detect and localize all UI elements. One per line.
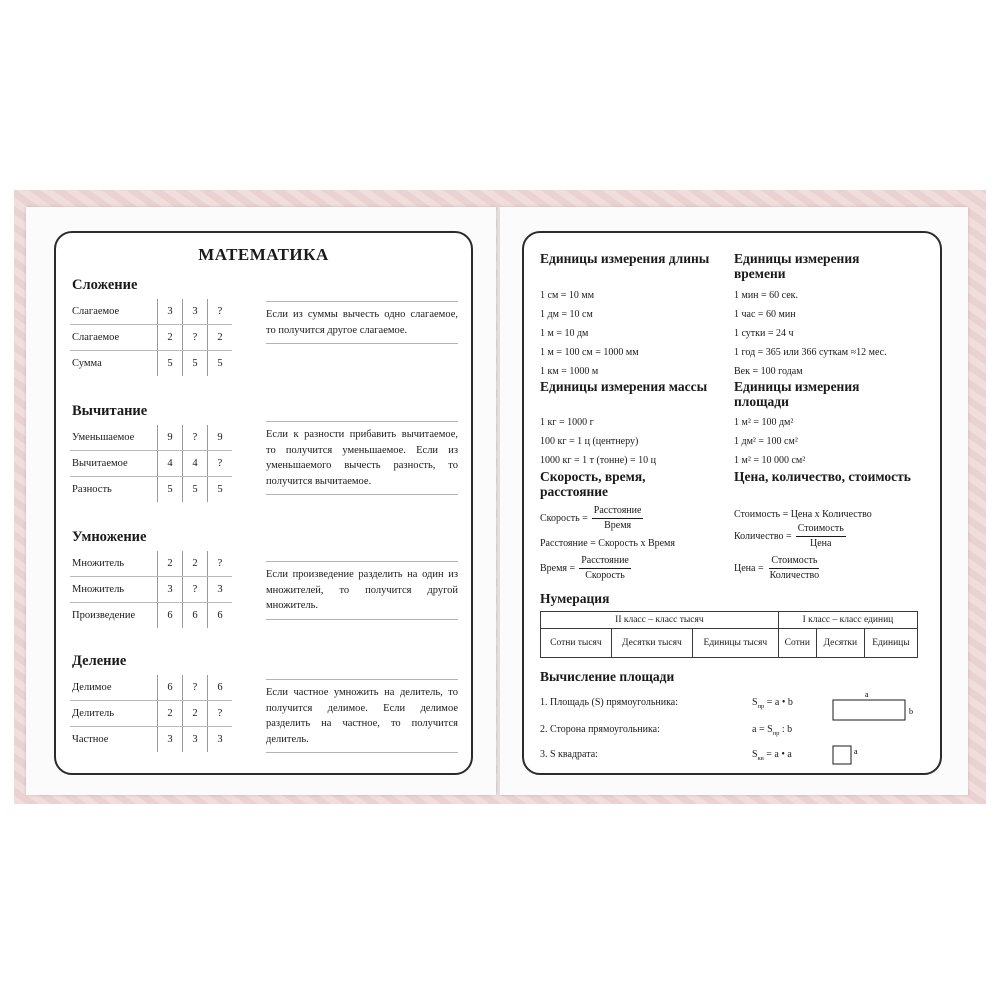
table-row: Слагаемое 3 3 ?: [70, 299, 232, 325]
side-rect-formula: $a = S_{пр}$ : b: [752, 724, 793, 737]
table-row: Частное 3 3 3: [70, 727, 232, 753]
heading-area-units: Единицы измерения площади: [734, 379, 860, 409]
division-rule: Если частное умножить на делитель, то получится делимое. Если делимое разделить на частное, то получится делитель.: [266, 679, 458, 753]
section-title-subtraction: Вычитание: [72, 403, 148, 419]
heading-length-units: Единицы измерения длины: [540, 251, 710, 266]
table-row: Множитель 2 2 ?: [70, 551, 232, 577]
subtraction-rule: Если к разности прибавить вычитаемое, то получится уменьшаемое. Если из уменьшаемого вычесть разность, то получится вычитаемое.: [266, 421, 458, 495]
length-line: 1 км = 1000 м: [540, 366, 599, 377]
table-row: Делитель 2 2 ?: [70, 701, 232, 727]
time-line: 1 год = 365 или 366 суткам ≈12 мес.: [734, 347, 887, 358]
formula-speed: Скорость = $\frac{\text{Расстояние}}{\text{Время}}$: [540, 505, 642, 531]
length-line: 1 м = 100 см = 1000 мм: [540, 347, 639, 358]
rect-side-b-label: b: [909, 707, 913, 716]
mass-line: 1 кг = 1000 г: [540, 417, 594, 428]
table-cell: Единицы: [864, 629, 917, 658]
heading-numeration: Нумерация: [540, 591, 610, 606]
rectangle-shape: [833, 700, 905, 720]
reference-frame: [522, 231, 942, 775]
section-title-addition: Сложение: [72, 277, 138, 293]
formula-time: Время = $\frac{\text{Расстояние}}{\text{Скорость}}$: [540, 555, 629, 581]
table-row: Слагаемое 2 ? 2: [70, 325, 232, 351]
area-unit-line: 1 дм² = 100 см²: [734, 436, 798, 447]
table-cell: Десятки тысяч: [611, 629, 692, 658]
table-row: Множитель 3 ? 3: [70, 577, 232, 603]
time-line: 1 мин = 60 сек.: [734, 290, 799, 301]
subtraction-table: [70, 425, 232, 502]
right-page: [500, 207, 968, 795]
time-line: 1 час = 60 мин: [734, 309, 796, 320]
rectangle-square-diagram: [829, 688, 929, 768]
formula-price: Цена = $\frac{\text{Стоимость}}{\text{Количество}}$: [734, 555, 820, 581]
table-row: Разность 5 5 5: [70, 477, 232, 503]
thousands-class-header: II класс – класс тысяч: [541, 612, 779, 629]
table-row: Делимое 6 ? 6: [70, 675, 232, 701]
left-page: [26, 207, 496, 795]
area-unit-line: 1 м² = 10 000 см²: [734, 455, 806, 466]
table-cell: Десятки: [816, 629, 864, 658]
addition-rule: Если из суммы вычесть одно слагаемое, то получится другое слагаемое.: [266, 301, 458, 344]
units-class-header: I класс – класс единиц: [778, 612, 917, 629]
area-square-label: 3. S квадрата:: [540, 749, 598, 760]
table-row: Уменьшаемое 9 ? 9: [70, 425, 232, 451]
formula-quantity: Количество = $\frac{\text{Стоимость}}{\text{Цена}}$: [734, 523, 844, 549]
area-unit-line: 1 м² = 100 дм²: [734, 417, 794, 428]
heading-speed-time-distance: Скорость, время, расстояние: [540, 469, 646, 499]
mass-line: 100 кг = 1 ц (центнеру): [540, 436, 639, 447]
table-cell: Сотни тысяч: [541, 629, 612, 658]
section-title-division: Деление: [72, 653, 127, 669]
length-line: 1 см = 10 мм: [540, 290, 595, 301]
area-square-formula: $S_{кв} = a$ • a: [752, 749, 792, 762]
page-title: МАТЕМАТИКА: [198, 245, 329, 264]
division-table: [70, 675, 232, 752]
formula-cost: Стоимость = Цена х Количество: [734, 509, 872, 520]
multiplication-rule: Если произведение разделить на один из множителей, то получится другой множитель.: [266, 561, 458, 620]
math-frame: [54, 231, 473, 775]
table-row: Вычитаемое 4 4 ?: [70, 451, 232, 477]
table-row: Произведение 6 6 6: [70, 603, 232, 629]
heading-area-calculation: Вычисление площади: [540, 669, 675, 684]
table-cell: Единицы тысяч: [692, 629, 778, 658]
mass-line: 1000 кг = 1 т (тонне) = 10 ц: [540, 455, 657, 466]
heading-mass-units: Единицы измерения массы: [540, 379, 708, 394]
heading-time-units: Единицы измерения времени: [734, 251, 860, 281]
rect-side-a-label: a: [865, 690, 869, 699]
numeration-table: [540, 611, 918, 658]
time-line: 1 сутки = 24 ч: [734, 328, 794, 339]
section-title-multiplication: Умножение: [72, 529, 147, 545]
length-line: 1 м = 10 дм: [540, 328, 589, 339]
time-line: Век = 100 годам: [734, 366, 803, 377]
square-side-a-label: a: [854, 747, 858, 756]
area-rect-formula: $S_{пр} = a$ • b: [752, 697, 793, 710]
table-row: Сумма 5 5 5: [70, 351, 232, 377]
side-rect-label: 2. Сторона прямоугольника:: [540, 724, 660, 735]
square-shape: [833, 746, 851, 764]
formula-distance: Расстояние = Скорость х Время: [540, 538, 675, 549]
length-line: 1 дм = 10 см: [540, 309, 593, 320]
area-rect-label: 1. Площадь (S) прямоугольника:: [540, 697, 679, 708]
addition-table: [70, 299, 232, 376]
multiplication-table: [70, 551, 232, 628]
table-cell: Сотни: [778, 629, 816, 658]
heading-price-quantity-cost: Цена, количество, стоимость: [734, 469, 911, 484]
